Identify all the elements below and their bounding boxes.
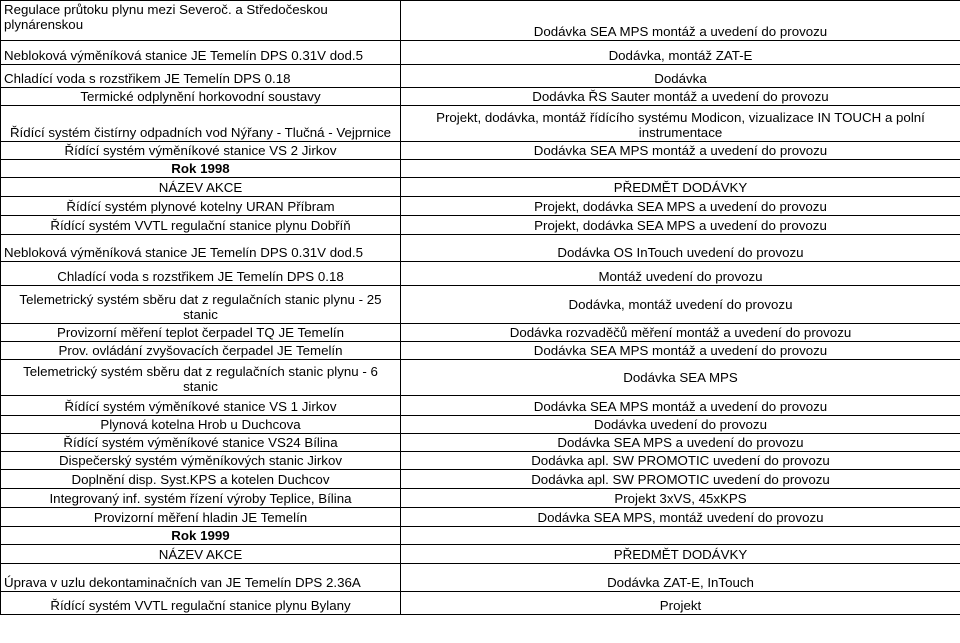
action-name-cell: Provizorní měření teplot čerpadel TQ JE Temelín bbox=[1, 324, 401, 342]
table-row bbox=[1, 106, 960, 142]
table-row bbox=[1, 235, 960, 262]
delivery-subject-cell: Dodávka ŘS Sauter montáž a uvedení do provozu bbox=[401, 88, 960, 106]
delivery-subject-cell: Dodávka OS InTouch uvedení do provozu bbox=[401, 235, 960, 262]
delivery-subject-cell: Dodávka SEA MPS montáž a uvedení do provozu bbox=[401, 142, 960, 160]
action-name-cell: Řídící systém VVTL regulační stanice plynu Bylany bbox=[1, 592, 401, 615]
action-name-cell: Telemetrický systém sběru dat z regulačních stanic plynu - 6 stanic bbox=[1, 360, 401, 396]
table-row bbox=[1, 262, 960, 286]
delivery-subject-cell: Dodávka SEA MPS montáž a uvedení do provozu bbox=[401, 396, 960, 416]
action-name-cell: Nebloková výměníková stanice JE Temelín DPS 0.31V dod.5 bbox=[1, 235, 401, 262]
delivery-subject-cell bbox=[401, 160, 960, 178]
table-row bbox=[1, 564, 960, 592]
delivery-subject-cell: Dodávka SEA MPS, montáž uvedení do provozu bbox=[401, 508, 960, 527]
action-name-cell: Chladící voda s rozstřikem JE Temelín DPS 0.18 bbox=[1, 65, 401, 88]
delivery-subject-cell: PŘEDMĚT DODÁVKY bbox=[401, 178, 960, 197]
delivery-subject-cell: Dodávka apl. SW PROMOTIC uvedení do provozu bbox=[401, 452, 960, 470]
table-row bbox=[1, 396, 960, 416]
delivery-subject-cell: Montáž uvedení do provozu bbox=[401, 262, 960, 286]
action-name-cell: Plynová kotelna Hrob u Duchcova bbox=[1, 416, 401, 434]
table-row bbox=[1, 216, 960, 235]
table-row bbox=[1, 545, 960, 564]
table-row bbox=[1, 416, 960, 434]
table-row bbox=[1, 142, 960, 160]
table-row bbox=[1, 324, 960, 342]
action-name-cell: Řídící systém výměníkové stanice VS 2 Jirkov bbox=[1, 142, 401, 160]
action-name-cell: Řídící systém výměníkové stanice VS24 Bílina bbox=[1, 434, 401, 452]
delivery-subject-cell: Dodávka, montáž ZAT-E bbox=[401, 41, 960, 65]
delivery-subject-cell: Dodávka apl. SW PROMOTIC uvedení do provozu bbox=[401, 470, 960, 489]
delivery-subject-cell: Dodávka uvedení do provozu bbox=[401, 416, 960, 434]
action-name-cell: Úprava v uzlu dekontaminačních van JE Temelín DPS 2.36A bbox=[1, 564, 401, 592]
action-name-cell: Provizorní měření hladin JE Temelín bbox=[1, 508, 401, 527]
action-name-cell: Telemetrický systém sběru dat z regulačních stanic plynu - 25 stanic bbox=[1, 286, 401, 324]
action-name-cell: Rok 1998 bbox=[1, 160, 401, 178]
table-row bbox=[1, 508, 960, 527]
table-row bbox=[1, 41, 960, 65]
table-row bbox=[1, 470, 960, 489]
action-name-cell: Řídící systém výměníkové stanice VS 1 Jirkov bbox=[1, 396, 401, 416]
table-row bbox=[1, 65, 960, 88]
action-name-cell: Prov. ovládání zvyšovacích čerpadel JE Temelín bbox=[1, 342, 401, 360]
action-name-cell: NÁZEV AKCE bbox=[1, 545, 401, 564]
delivery-subject-cell: Projekt, dodávka SEA MPS a uvedení do provozu bbox=[401, 197, 960, 216]
action-name-cell: Rok 1999 bbox=[1, 527, 401, 545]
action-name-cell: Doplnění disp. Syst.KPS a kotelen Duchcov bbox=[1, 470, 401, 489]
delivery-subject-cell: Dodávka SEA MPS montáž a uvedení do provozu bbox=[401, 1, 960, 41]
table-row bbox=[1, 434, 960, 452]
table-row bbox=[1, 592, 960, 615]
table-body bbox=[1, 1, 960, 615]
delivery-subject-cell: Dodávka bbox=[401, 65, 960, 88]
action-name-cell: Chladící voda s rozstřikem JE Temelín DPS 0.18 bbox=[1, 262, 401, 286]
delivery-subject-cell: Projekt, dodávka SEA MPS a uvedení do provozu bbox=[401, 216, 960, 235]
action-name-cell: Dispečerský systém výměníkových stanic Jirkov bbox=[1, 452, 401, 470]
delivery-subject-cell: PŘEDMĚT DODÁVKY bbox=[401, 545, 960, 564]
action-name-cell: Nebloková výměníková stanice JE Temelín DPS 0.31V dod.5 bbox=[1, 41, 401, 65]
table-row bbox=[1, 1, 960, 41]
delivery-subject-cell: Dodávka SEA MPS montáž a uvedení do provozu bbox=[401, 342, 960, 360]
delivery-subject-cell: Dodávka rozvaděčů měření montáž a uvedení do provozu bbox=[401, 324, 960, 342]
action-name-cell: Regulace průtoku plynu mezi Severoč. a Středočeskou plynárenskou bbox=[1, 1, 401, 41]
table-row bbox=[1, 88, 960, 106]
delivery-subject-cell bbox=[401, 527, 960, 545]
action-name-cell: Řídící systém VVTL regulační stanice plynu Dobříň bbox=[1, 216, 401, 235]
table-row bbox=[1, 286, 960, 324]
table-row bbox=[1, 452, 960, 470]
action-name-cell: Řídící systém plynové kotelny URAN Příbram bbox=[1, 197, 401, 216]
action-name-cell: NÁZEV AKCE bbox=[1, 178, 401, 197]
delivery-subject-cell: Projekt bbox=[401, 592, 960, 615]
table-row bbox=[1, 360, 960, 396]
action-name-cell: Termické odplynění horkovodní soustavy bbox=[1, 88, 401, 106]
table-row bbox=[1, 489, 960, 508]
table-row bbox=[1, 342, 960, 360]
delivery-subject-cell: Dodávka ZAT-E, InTouch bbox=[401, 564, 960, 592]
delivery-subject-cell: Dodávka SEA MPS bbox=[401, 360, 960, 396]
action-name-cell: Integrovaný inf. systém řízení výroby Teplice, Bílina bbox=[1, 489, 401, 508]
action-name-cell: Řídící systém čistírny odpadních vod Nýřany - Tlučná - Vejprnice bbox=[1, 106, 401, 142]
table-row bbox=[1, 527, 960, 545]
delivery-subject-cell: Dodávka SEA MPS a uvedení do provozu bbox=[401, 434, 960, 452]
delivery-subject-cell: Projekt 3xVS, 45xKPS bbox=[401, 489, 960, 508]
delivery-subject-cell: Projekt, dodávka, montáž řídícího systému Modicon, vizualizace IN TOUCH a polní instrumentace bbox=[401, 106, 960, 142]
table-row bbox=[1, 178, 960, 197]
table-row bbox=[1, 160, 960, 178]
delivery-subject-cell: Dodávka, montáž uvedení do provozu bbox=[401, 286, 960, 324]
table-row bbox=[1, 197, 960, 216]
